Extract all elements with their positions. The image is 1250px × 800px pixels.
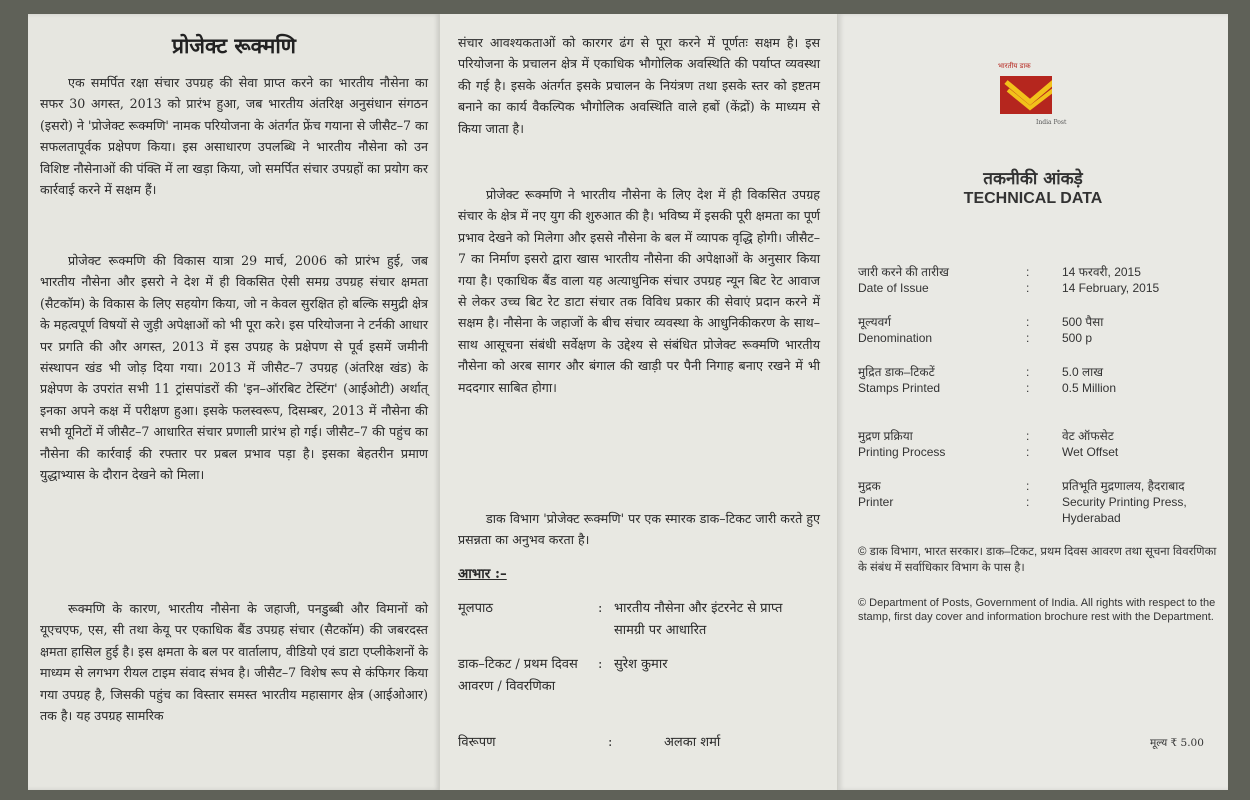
row-label-english: Denomination: [858, 331, 933, 345]
row-value-english: Wet Offset: [1062, 445, 1119, 459]
row-label-hindi: मुद्रक: [858, 479, 881, 493]
row-value-hindi: प्रतिभूति मुद्रणालय, हैदराबाद: [1062, 479, 1185, 493]
acknowledgement-heading: आभार :–: [458, 566, 507, 582]
technical-data-heading-english: TECHNICAL DATA: [963, 190, 1103, 207]
paragraph-text: डाक विभाग 'प्रोजेक्ट रूक्मणि' पर एक स्मारक डाक–टिकट जारी करते हुए प्रसन्नता का अनुभव करता है।: [458, 511, 820, 548]
ack-cancel-value: अलका शर्मा: [664, 735, 721, 750]
row-label-hindi: जारी करने की तारीख: [858, 265, 949, 279]
logo-emblem: [1000, 76, 1052, 114]
row-label-hindi: मूल्यवर्ग: [858, 315, 892, 329]
left-paragraph-2: [40, 250, 428, 485]
middle-paragraph-2: [458, 184, 820, 398]
left-paragraph-1: [40, 72, 428, 200]
logo-hindi-text: भारतीय डाक: [998, 62, 1031, 70]
brochure-price: मूल्य ₹ 5.00: [1150, 737, 1204, 749]
copyright-english: © Department of Posts, Government of India. All rights with respect to the stamp, first day cover and information brochure rest with the Department.: [858, 597, 1216, 623]
left-paragraph-3: [40, 598, 428, 726]
ack-text-sep: :: [598, 601, 603, 616]
row-value-hindi: 500 पैसा: [1062, 315, 1104, 329]
data-row-printer: मुद्रक Printer : : प्रतिभूति मुद्रणालय, हैदराबाद Security Printing Press, Hyderabad: [858, 478, 1218, 528]
row-value-english: 500 p: [1062, 331, 1093, 345]
row-value-hindi: 14 फरवरी, 2015: [1062, 265, 1141, 279]
ack-text-label: मूलपाठ: [458, 601, 493, 616]
data-row-denomination: मूल्यवर्ग Denomination : : 500 पैसा 500 p: [858, 314, 1218, 348]
paragraph-text: रूक्मणि के कारण, भारतीय नौसेना के जहाजी, पनडुब्बी और विमानों को यूएचएफ, एस, सी तथा केयू पर एकाधिक बैंड उपग्रह संचार (सैटकॉम) की जबरदस्त क्षमता हासिल हुई है। इस क्षमता के बल पर वार्तालाप, वीडियो एवं डाटा एप्लीकेशनों के माध्यम से लगभग रीयल टाइम संवाद संभव है। जीसैट–7 विशेष रूप से कंफिगर किया गया उपग्रह है, जिसकी पहुंच का विस्तार समस्त भारतीय महासागर क्षेत्र (आईओआर) तक है। यह उपग्रह सामरिक: [40, 601, 428, 724]
row-value-hindi: वेट ऑफसेट: [1062, 429, 1114, 443]
ack-cancel-sep: :: [608, 735, 613, 750]
logo-english-text: India Post: [1036, 119, 1067, 126]
page-title: प्रोजेक्ट रूक्मणि: [172, 33, 296, 58]
row-label-hindi: मुद्रण प्रक्रिया: [858, 429, 913, 443]
row-label-english: Date of Issue: [858, 281, 929, 295]
paragraph-text: प्रोजेक्ट रूक्मणि ने भारतीय नौसेना के लिए देश में ही विकसित उपग्रह संचार के क्षेत्र में नए युग की शुरुआत की है। भविष्य में इसकी पूरी क्षमता का पूर्ण प्रभाव देखने को मिलेगा और इससे नौसेना के बल में व्यापक वृद्धि होगी। जीसैट–7 का निर्माण इसरो द्वारा खास भारतीय नौसेना की अपेक्षाओं के अनुसार किया गया है। एकाधिक बैंड वाला यह अत्याधुनिक संचार उपग्रह न्यून बिट रेट आवाज से लेकर उच्च बिट रेट डाटा संचार तक विविध प्रकार की सेवाएं प्रदान करने में सक्षम है। नौसेना के जहाजों के बीच संचार व्यवस्था के आधुनिकीकरण के साथ–साथ आसूचना संबंधी सर्वेक्षण के उद्देश्य से संबंधित प्रोजेक्ट रूक्मणि भारतीय नौसेना को अरब सागर और बंगाल की खाड़ी पर पैनी निगाह बनाए रखने में भी मददगार साबित होगा।: [458, 187, 820, 395]
row-label-english: Stamps Printed: [858, 381, 941, 395]
left-panel: [28, 14, 440, 790]
row-value-english: 0.5 Million: [1062, 381, 1117, 395]
paragraph-text: एक समर्पित रक्षा संचार उपग्रह की सेवा प्राप्त करने का भारतीय नौसेना का सफर 30 अगस्त, 2013 को प्रारंभ हुआ, जब भारतीय अंतरिक्ष अनुसंधान संगठन (इसरो) ने 'प्रोजेक्ट रूक्मणि' नामक परियोजना के अंतर्गत फ्रेंच गयाना से जीसैट–7 का सफलतापूर्वक प्रक्षेपण किया। इस असाधारण उपलब्धि ने भारतीय नौसेना को उन विशिष्ट नौसेनाओं की पंक्ति में ला खड़ा किया, जो समर्पित संचार उपग्रहों का प्रयोग कर कार्रवाई करने में सक्षम हैं।: [40, 75, 428, 198]
row-value-english: Security Printing Press, Hyderabad: [1062, 495, 1187, 525]
ack-stamp-value: सुरेश कुमार: [614, 657, 668, 672]
middle-paragraph-1: [458, 32, 820, 139]
paragraph-text: संचार आवश्यकताओं को कारगर ढंग से पूरा करने में पूर्णतः सक्षम है। इस परियोजना के प्रचालन क्षेत्र में एकाधिक भौगोलिक अवस्थिति की पर्याप्त व्यवस्था की गई है। इसके अंतर्गत इसके प्रचालन के नियंत्रण तथा इसके स्तर को इष्टतम बनाने का कार्य वैकल्पिक भौगोलिक अवस्थिति वाले हबों (केंद्रों) के माध्यम से किया जाता है।: [458, 35, 820, 136]
row-label-english: Printing Process: [858, 445, 946, 459]
ack-stamp-label: डाक–टिकट / प्रथम दिवस आवरण / विवरणिका: [458, 657, 578, 694]
copyright-hindi: © डाक विभाग, भारत सरकार। डाक–टिकट, प्रथम दिवस आवरण तथा सूचना विवरणिका के संबंध में सर्वाधिकार विभाग के पास है।: [858, 546, 1217, 574]
row-label-english: Printer: [858, 495, 894, 509]
data-row-date: जारी करने की तारीख Date of Issue : : 14 फरवरी, 2015 14 February, 2015: [858, 264, 1218, 298]
middle-panel: [440, 14, 838, 790]
data-row-stamps-printed: मुद्रित डाक–टिकटें Stamps Printed : : 5.0 लाख 0.5 Million: [858, 364, 1218, 398]
ack-cancel-label: विरूपण: [458, 735, 496, 750]
right-panel: [838, 14, 1228, 790]
row-value-hindi: 5.0 लाख: [1062, 365, 1104, 379]
ack-stamp-sep: :: [598, 657, 603, 672]
data-row-printing-process: मुद्रण प्रक्रिया Printing Process : : वेट ऑफसेट Wet Offset: [858, 428, 1218, 462]
india-post-logo: [998, 56, 1068, 146]
row-value-english: 14 February, 2015: [1062, 281, 1160, 295]
middle-paragraph-3: [458, 508, 820, 551]
row-label-hindi: मुद्रित डाक–टिकटें: [858, 365, 935, 379]
india-post-emblem-icon: [1000, 76, 1052, 114]
ack-text-value: भारतीय नौसेना और इंटरनेट से प्राप्त सामग्री पर आधारित: [614, 601, 783, 638]
paragraph-text: प्रोजेक्ट रूक्मणि की विकास यात्रा 29 मार्च, 2006 को प्रारंभ हुई, जब भारतीय नौसेना और इसरो ने देश में ही विकसित ऐसी समग्र उपग्रह संचार क्षमता (सैटकॉम) के विकास के लिए सहयोग किया, जो न केवल सुरक्षित हो बल्कि समुद्री क्षेत्र के महत्वपूर्ण विषयों से जुड़ी अपेक्षाओं को भी पूरा करे। इस परियोजना ने टर्नकी आधार पर प्रगति की और अगस्त, 2013 में इस उपग्रह के प्रक्षेपण से पूर्व इसमें जमीनी संस्थापन खंड भी जोड़ दिया गया। 2013 में जीसैट–7 उपग्रह (अंतरिक्ष खंड) के प्रक्षेपण के उपरांत सभी 11 ट्रांसपांडरों की 'इन–ऑरबिट टेस्टिंग' (आईओटी) अर्थात् इनका अपने कक्ष में परीक्षण हुआ। इसके फलस्वरूप, दिसम्बर, 2013 में नौसेना की सभी यूनिटों में जीसैट–7 आधारित संचार प्रणाली प्रारंभ हो गई। जीसैट–7 की पहुंच का नौसेना की कार्रवाई की रफ्तार पर प्रबल प्रभाव पड़ा है। इसका बेहतरीन प्रमाण युद्धाभ्यास के दौरान देखने को मिला।: [40, 253, 428, 483]
technical-data-heading-hindi: तकनीकी आंकड़े: [983, 169, 1083, 189]
